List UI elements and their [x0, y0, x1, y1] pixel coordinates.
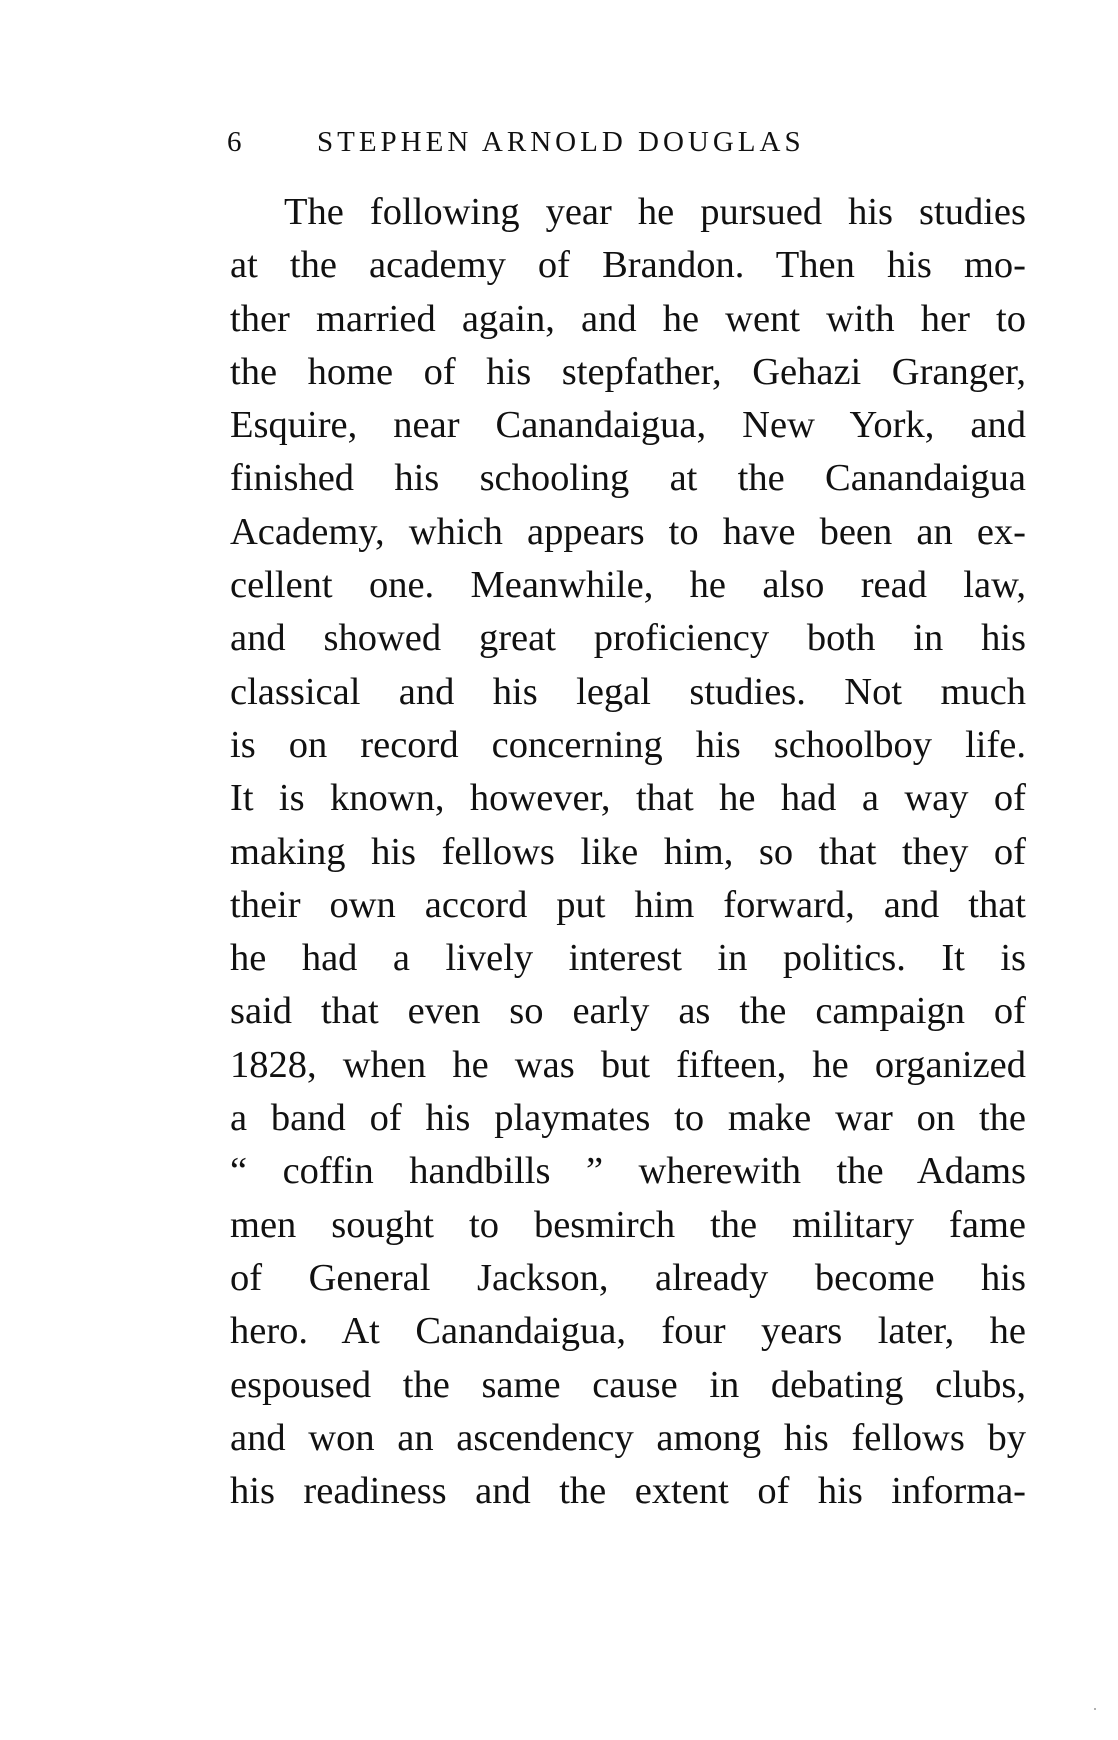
text-line: ther married again, and he went with her to [230, 297, 1026, 340]
scan-speck [1094, 1708, 1096, 1710]
text-line: making his fellows like him, so that they of [230, 830, 1026, 873]
text-line: finished his schooling at the Canandaigua [230, 457, 1026, 500]
running-head [227, 122, 927, 162]
text-line: It is known, however, that he had a way of [230, 777, 1026, 820]
text-line: is on record concerning his schoolboy life. [230, 723, 1026, 766]
text-line: and won an ascendency among his fellows by [230, 1416, 1026, 1459]
running-title: STEPHEN ARNOLD DOUGLAS [317, 126, 805, 158]
text-line: of General Jackson, already become his [230, 1256, 1026, 1299]
page-number: 6 [227, 126, 246, 158]
text-line: hero. At Canandaigua, four years later, he [230, 1310, 1026, 1353]
text-line: the home of his stepfather, Gehazi Granger, [230, 350, 1026, 393]
text-line: their own accord put him forward, and that [230, 883, 1026, 926]
text-line: “ coffin handbills ” wherewith the Adams [230, 1150, 1026, 1193]
text-line: Esquire, near Canandaigua, New York, and [230, 404, 1026, 447]
text-line: classical and his legal studies. Not much [230, 670, 1026, 713]
text-line: he had a lively interest in politics. It is [230, 937, 1026, 980]
text-line: 1828, when he was but fifteen, he organized [230, 1043, 1026, 1086]
text-line: Academy, which appears to have been an ex- [230, 510, 1026, 553]
text-line: cellent one. Meanwhile, he also read law, [230, 564, 1026, 607]
text-line: espoused the same cause in debating clubs, [230, 1363, 1026, 1406]
text-line: and showed great proficiency both in his [230, 617, 1026, 660]
text-line: a band of his playmates to make war on the [230, 1097, 1026, 1140]
text-line: men sought to besmirch the military fame [230, 1203, 1026, 1246]
text-line: The following year he pursued his studies [284, 191, 1026, 233]
text-line: his readiness and the extent of his informa- [230, 1470, 1026, 1513]
body-paragraph [230, 186, 1026, 1518]
text-line: at the academy of Brandon. Then his mo- [230, 244, 1026, 287]
text-line: said that even so early as the campaign of [230, 990, 1026, 1033]
